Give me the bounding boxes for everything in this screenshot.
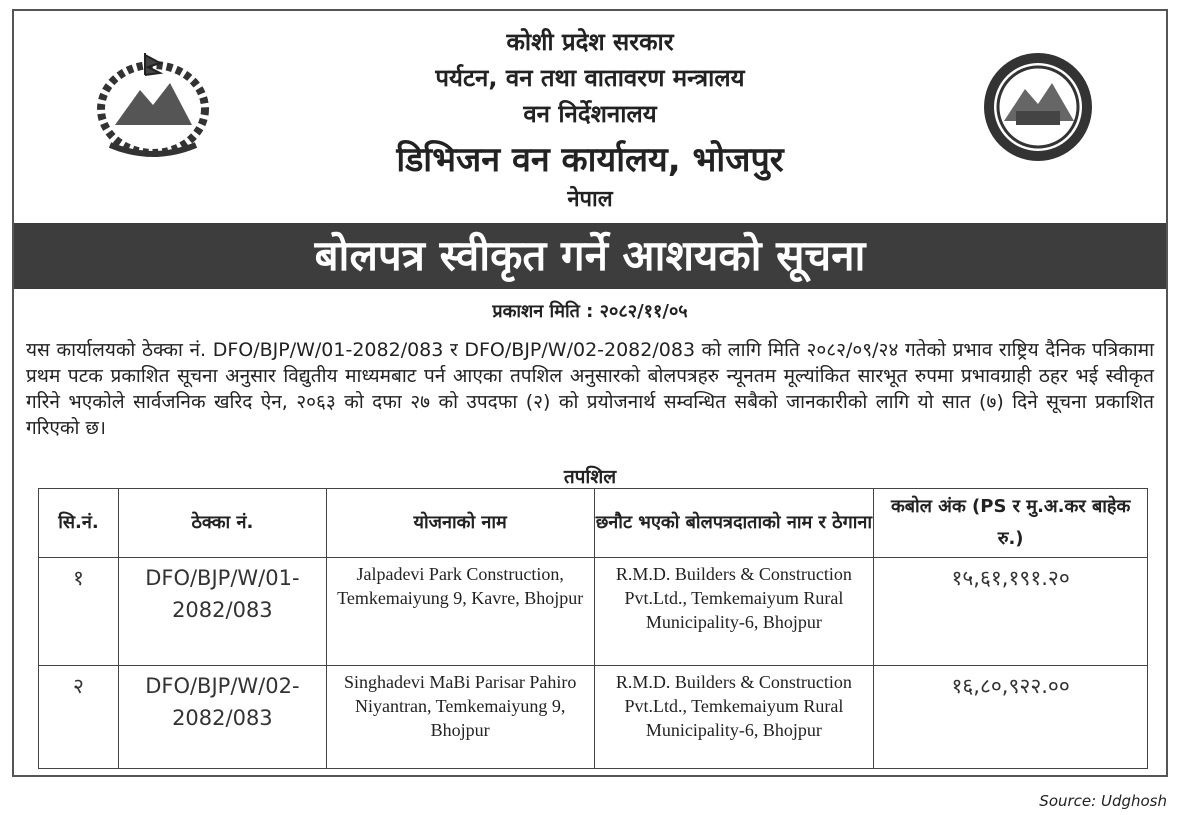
notice-title: बोलपत्र स्वीकृत गर्ने आशयको सूचना	[14, 223, 1166, 289]
forest-office-logo-icon	[980, 49, 1096, 165]
notice-body: यस कार्यालयको ठेक्का नं. DFO/BJP/W/01-2082/083 र DFO/BJP/W/02-2082/083 को लागि मिति २०८२/०९/२४ गतेको प्रभाव राष्ट्रिय दैनिक पत्रिकामा प्रथम पटक प्रकाशित सूचना अनुसार विद्युतीय माध्यमबाट पर्न आएका तपशिल अनुसारको बोलपत्रहरु न्यूनतम मूल्यांकित सारभूत रुपमा प्रभावग्राही ठहर भई स्वीकृत गरिने भएकोले सार्वजनिक खरिद ऐन, २०६३ को दफा २७ को उपदफा (२) को प्रयोजनार्थ सम्वन्धित सबैको जानकारीको लागि यो सात (७) दिने सूचना प्रकाशित गरिएको छ।	[26, 339, 1154, 439]
table-header-row	[39, 489, 1148, 558]
cell-contract: DFO/BJP/W/01-2082/083	[118, 558, 326, 666]
ministry-name: पर्यटन, वन तथा वातावरण मन्त्रालय	[435, 64, 745, 92]
cell-sn: २	[39, 666, 119, 769]
col-header-project: योजनाको नाम	[326, 489, 594, 558]
bid-table	[38, 488, 1148, 769]
cell-bidder: R.M.D. Builders & Construction Pvt.Ltd., Temkemaiyum Rural Municipality-6, Bhojpur	[594, 666, 874, 769]
office-name: डिभिजन वन कार्यालय, भोजपुर	[396, 140, 784, 180]
cell-contract: DFO/BJP/W/02-2082/083	[118, 666, 326, 769]
cell-amount: १५,६१,१९१.२०	[874, 558, 1148, 666]
table-row	[39, 558, 1148, 666]
publish-date: प्रकाशन मिति : २०८२/११/०५	[492, 301, 688, 322]
table-caption: तपशिल	[563, 466, 617, 488]
country-name: नेपाल	[567, 187, 613, 212]
directorate-name: वन निर्देशनालय	[523, 100, 657, 128]
cell-project: Singhadevi MaBi Parisar Pahiro Niyantran, Temkemaiyung 9, Bhojpur	[326, 666, 594, 769]
source-credit: Source: Udghosh	[1039, 792, 1167, 810]
table-row	[39, 666, 1148, 769]
notice	[12, 9, 1168, 777]
col-header-contract: ठेक्का नं.	[118, 489, 326, 558]
col-header-sn: सि.नं.	[39, 489, 119, 558]
cell-bidder: R.M.D. Builders & Construction Pvt.Ltd., Temkemaiyum Rural Municipality-6, Bhojpur	[594, 558, 874, 666]
cell-project: Jalpadevi Park Construction, Temkemaiyung 9, Kavre, Bhojpur	[326, 558, 594, 666]
col-header-bidder: छनौट भएको बोलपत्रदाताको नाम र ठेगाना	[594, 489, 874, 558]
col-header-amount: कबोल अंक (PS र मु.अ.कर बाहेक रु.)	[874, 489, 1148, 558]
cell-amount: १६,८०,९२२.००	[874, 666, 1148, 769]
cell-sn: १	[39, 558, 119, 666]
province-government: कोशी प्रदेश सरकार	[506, 28, 674, 56]
